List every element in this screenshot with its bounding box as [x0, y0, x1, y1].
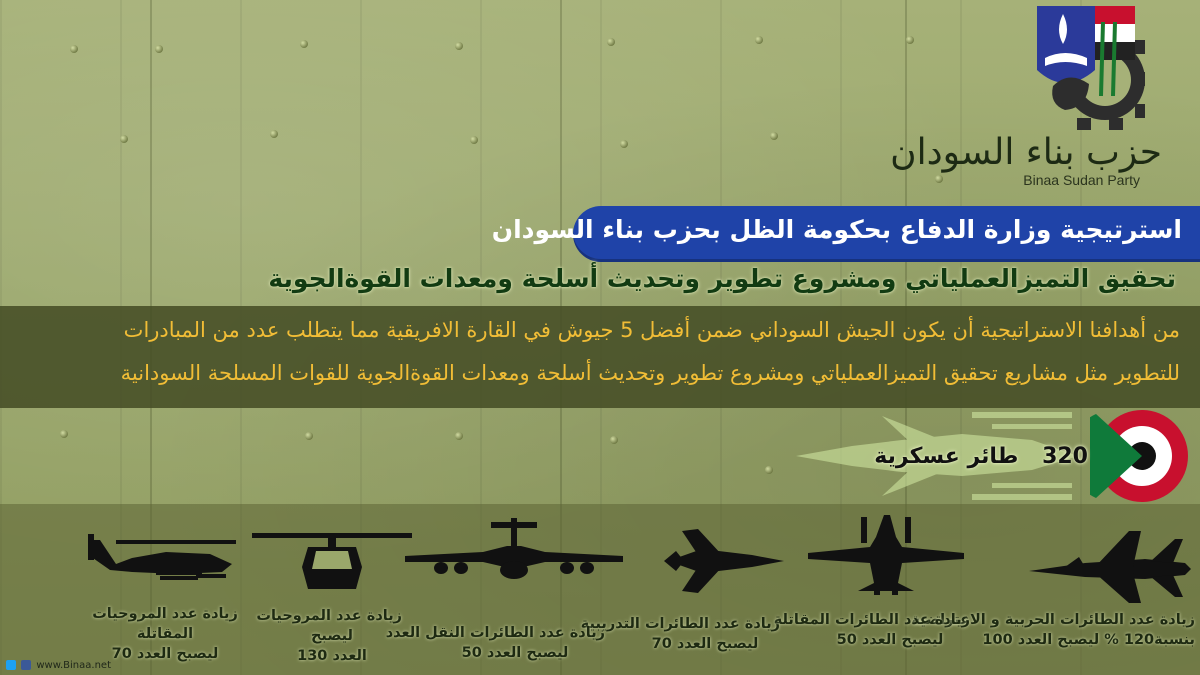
caption-line: ليصبح العدد 50	[461, 645, 569, 661]
caption-line: زيادة عدد المروحيات	[92, 606, 238, 622]
intro-band	[0, 306, 1200, 408]
caption-line: ليصبح العدد 70	[111, 646, 219, 662]
twitter-icon	[6, 660, 16, 670]
caption-line: زيادة عدد الطائرات التدريبية	[580, 616, 780, 632]
rivet	[270, 130, 278, 138]
caption-line: ليصبح العدد 50	[836, 632, 944, 648]
caption-line: زيادة عدد المروحيات	[256, 608, 402, 624]
caption-line: ليصبح العدد 70	[651, 636, 759, 652]
rivet	[765, 466, 773, 474]
gear-emblem-icon	[1035, 0, 1145, 135]
rivet	[755, 36, 763, 44]
transport-helicopter-icon	[252, 527, 412, 595]
rivet	[770, 132, 778, 140]
rivet	[300, 40, 308, 48]
rivet	[607, 38, 615, 46]
transport-plane-icon	[403, 516, 625, 580]
caption-line: ليصبح	[310, 628, 354, 644]
page-subtitle: تحقيق التميزالعملياتي ومشروع تطوير وتحديث أسلحة ومعدات القوةالجوية	[268, 264, 1176, 293]
rivet	[620, 140, 628, 148]
target-caption-fighters	[773, 610, 970, 650]
caption-line: العدد 130	[297, 648, 367, 664]
party-name-arabic: حزب بناء السودان	[890, 132, 1162, 173]
caption-line: زيادة عدد الطائرات النقل العدد	[385, 625, 605, 641]
intro-line: من أهدافنا الاستراتيجية أن يكون الجيش السوداني ضمن أفضل 5 جيوش في القارة الافريقية مما يتطلب عدد من المبادرات	[123, 318, 1180, 342]
rivet	[906, 36, 914, 44]
page-title: استرتيجية وزارة الدفاع بحكومة الظل بحزب بناء السودان	[491, 215, 1182, 244]
fleet-count-number: 320	[1042, 444, 1088, 469]
social-footer	[6, 660, 111, 671]
party-logo	[890, 0, 1180, 200]
caption-line: زيادة عدد الطائرات المقاتلة	[773, 612, 970, 628]
caption-line: زيادة عدد الطائرات الحربية و الاعتراضية	[911, 612, 1195, 628]
rivet	[155, 45, 163, 53]
fleet-count-label: طائر عسكرية	[874, 444, 1019, 469]
fleet-count	[874, 444, 1088, 469]
rivet	[455, 42, 463, 50]
rivet	[305, 432, 313, 440]
target-caption-trainers	[580, 614, 780, 654]
rivet	[470, 136, 478, 144]
title-banner	[491, 206, 1200, 262]
trainer-jet-icon	[662, 521, 786, 601]
rivet	[935, 175, 943, 183]
intro-line: للتطوير مثل مشاريع تحقيق التميزالعملياتي ومشروع تطوير وتحديث أسلحة ومعدات القوةالجوية للقوات المسلحة السودانية	[120, 361, 1180, 385]
rivet	[120, 135, 128, 143]
rivet	[60, 430, 68, 438]
target-caption-attack-helicopters	[90, 604, 240, 664]
party-name-english: Binaa Sudan Party	[1023, 172, 1140, 188]
facebook-icon	[21, 660, 31, 670]
rivet	[610, 436, 618, 444]
sudan-air-force-roundel-icon	[1090, 406, 1190, 506]
caption-line: بنسبة120 % ليصبح العدد 100	[982, 632, 1195, 648]
target-caption-helicopters	[256, 606, 402, 666]
target-caption-interceptors	[911, 610, 1195, 650]
fighter-jet-icon	[1025, 527, 1195, 605]
website-link[interactable]: www.Binaa.net	[36, 660, 111, 671]
target-caption-transport	[385, 623, 605, 663]
rivet	[70, 45, 78, 53]
stealth-fighter-icon	[806, 513, 966, 595]
caption-line: المقاتلة	[136, 626, 194, 642]
rivet	[455, 432, 463, 440]
attack-helicopter-icon	[86, 530, 238, 586]
